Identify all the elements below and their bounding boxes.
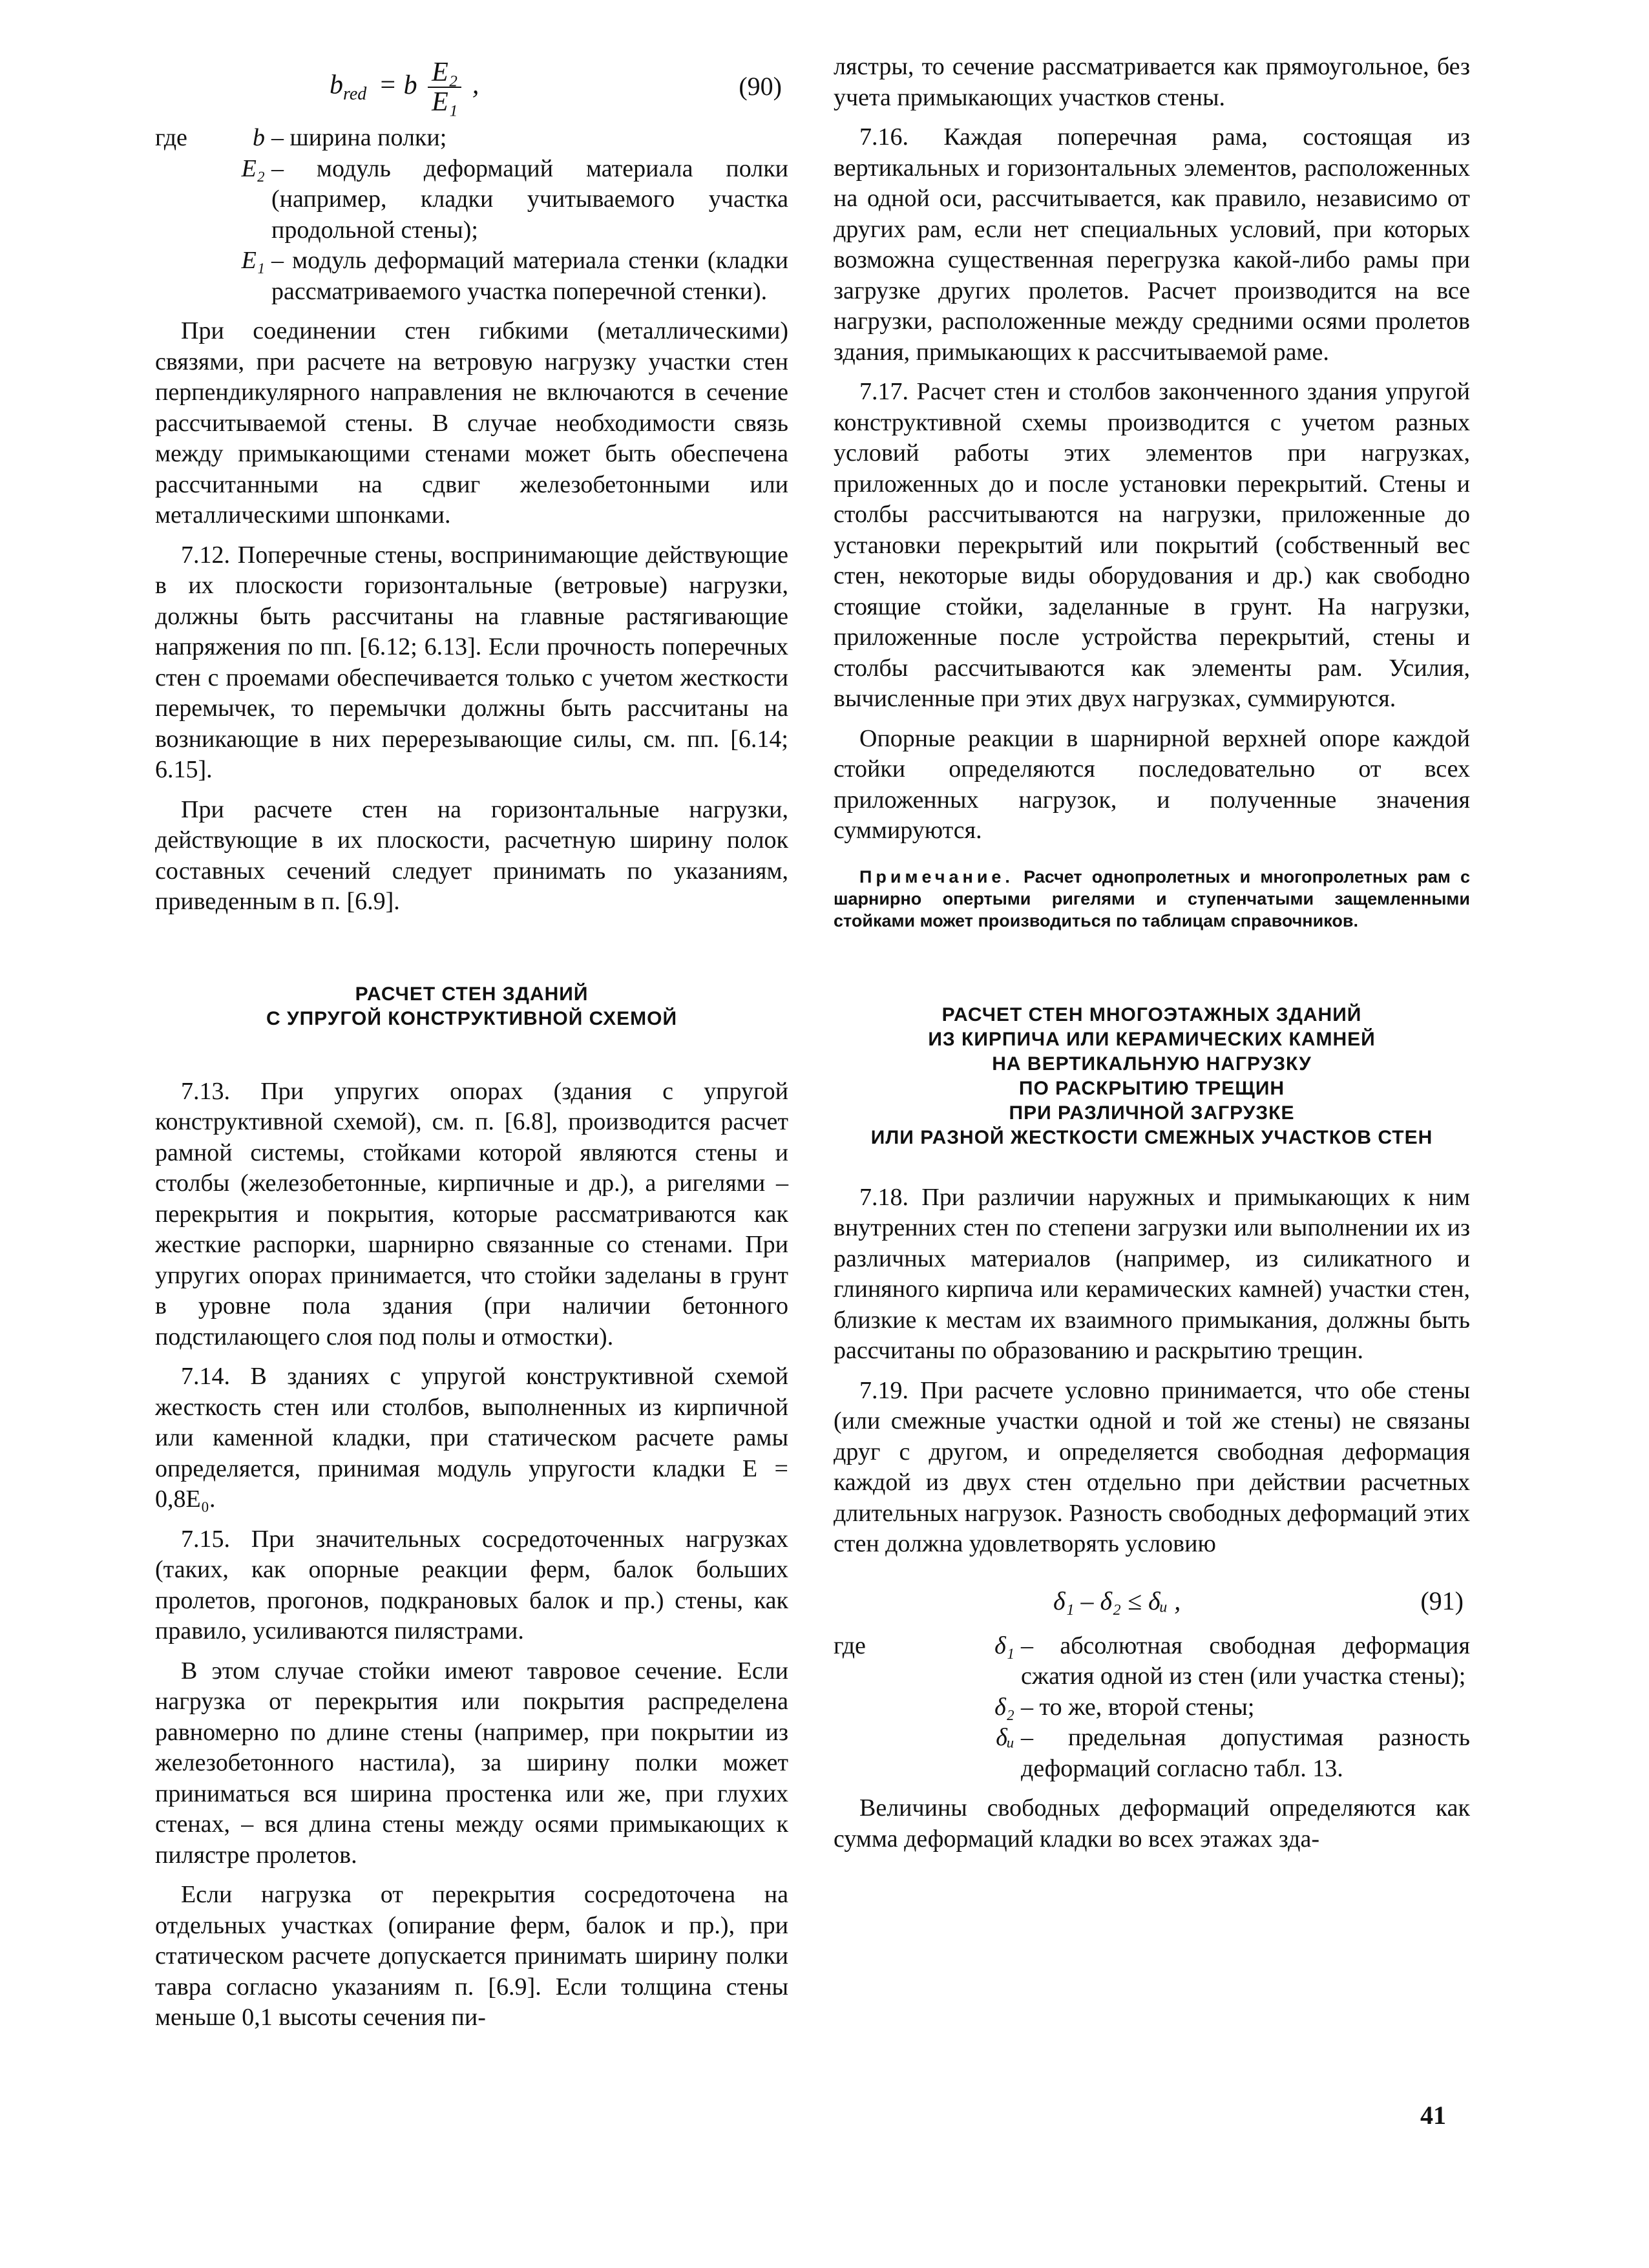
paragraph: В этом случае стойки имеют тавровое сечение. Если нагрузка от перекрытия или покрытия распределена равномерно по длине стены (например, при покрытии из железобетонного настила), за ширину полки может приниматься вся ширина простенка или же, при глухих стенах, – вся длина стены между осями примыкающих к пилястре пролетов. xyxy=(155,1657,788,1869)
paragraph-7-19: 7.19. При расчете условно принимается, что обе стены (или смежные участки одной и той же стены) не связаны друг с другом, и определяется свободная деформация каждой из двух стен отдельно при действии расчетных длительных нагрузок. Разность свободных деформаций этих стен должна удовлетворять условию xyxy=(834,1376,1470,1557)
paragraph-7-13: 7.13. При упругих опорах (здания с упругой конструктивной схемой), см. п. [6.8], производится расчет рамной системы, стойками которой являются стены и столбы (железобетонные, кирпичные и др.), а ригелями – перекрытия и покрытия, которые рассматриваются как жесткие распорки, шарнирно связанные со стенами. При упругих опорах принимается, что стойки заделаны в грунт в уровне пола здания (при наличии бетонного подстилающего слоя под полы и отмостки). xyxy=(155,1077,788,1350)
formula-90-expression: $b_{red} = b$ $\frac{\text{E₂}}{\text{E₁}}$ , xyxy=(330,58,479,117)
formula-91-definitions: где δ₁ – абсолютная свободная деформация сжатия одной из стен (или участка стены); δ₂ – то же, второй стены; δᵤ – предельная допустимая разность деформаций согласно табл. 13. xyxy=(834,1632,1470,1782)
formula-91-number: (91) xyxy=(1420,1586,1464,1615)
section-heading: РАСЧЕТ СТЕН МНОГОЭТАЖНЫХ ЗДАНИЙ ИЗ КИРПИЧА ИЛИ КЕРАМИЧЕСКИХ КАМНЕЙ НА ВЕРТИКАЛЬНУЮ НАГРУЗКУ ПО РАСКРЫТИЮ ТРЕЩИН ПРИ РАЗЛИЧНОЙ ЗАГРУЗКЕ ИЛИ РАЗНОЙ ЖЕСТКОСТИ СМЕЖНЫХ УЧАСТКОВ СТЕН xyxy=(870,1003,1433,1148)
paragraph: При расчете стен на горизонтальные нагрузки, действующие в их плоскости, расчетную ширину полок составных сечений следует принимать по указаниям, приведенным в п. [6.9]. xyxy=(155,795,788,915)
paragraph-7-16: 7.16. Каждая поперечная рама, состоящая из вертикальных и горизонтальных элементов, расположенных на одной оси, рассчитывается, как правило, независимо от других рам, если нет специальных условий, при которых возможна существенная перегрузка какой-либо рамы при загрузке других пролетов. Расчет производится на все нагрузки, расположенные между средними осями пролетов здания, примыкающих к рассчитываемой раме. xyxy=(834,123,1470,366)
formula-91-expression: δ₁ – δ₂ ≤ δᵤ , xyxy=(1053,1586,1181,1615)
formula-91 xyxy=(834,1586,1470,1631)
paragraph-7-14: 7.14. В зданиях с упругой конструктивной схемой жесткость стен или столбов, выполненных из кирпичной или каменной кладки, при статическом расчете рамы определяется, принимая модуль упругости кладки E = 0,8E₀. xyxy=(155,1363,788,1513)
left-column xyxy=(155,52,788,2033)
section-heading: РАСЧЕТ СТЕН ЗДАНИЙ С УПРУГОЙ КОНСТРУКТИВНОЙ СХЕМОЙ xyxy=(266,983,678,1029)
formula-90-fraction: $\frac{\text{E₂}}{\text{E₁}}$ xyxy=(428,58,461,116)
note xyxy=(834,866,1470,932)
formula-90-number: (90) xyxy=(739,72,782,101)
paragraph-7-18: 7.18. При различии наружных и примыкающих к ним внутренних стен по степени загрузки или выполнении их из различных материалов (например, из силикатного и глиняного кирпича или керамических камней) участки стен, близкие к местам их взаимного примыкания, должны быть рассчитаны по образованию и раскрытию трещин. xyxy=(834,1183,1470,1364)
paragraph: Опорные реакции в шарнирной верхней опоре каждой стойки определяются последовательно от всех приложенных нагрузок, и полученные значения суммируются. xyxy=(834,724,1470,844)
paragraph-7-12: 7.12. Поперечные стены, воспринимающие действующие в их плоскости горизонтальные (ветровые) нагрузки, должны быть рассчитаны на главные растягивающие напряжения по пп. [6.12; 6.13]. Если прочность поперечных стен с проемами обеспечивается только с учетом жесткости перемычек, то перемычки должны быть рассчитаны на возникающие в них перерезывающие силы, см. пп. [6.14; 6.15]. xyxy=(155,541,788,783)
page-number: 41 xyxy=(1420,2101,1446,2130)
paragraph-7-17: 7.17. Расчет стен и столбов законченного здания упругой конструктивной схемы производится с учетом разных условий работы этих элементов при нагрузках, приложенных до и после установки перекрытий. Стены и столбы рассчитываются на нагрузки, приложенные до установки перекрытий или покрытий (собственный вес стен, некоторые виды оборудования и др.) как свободно стоящие стойки, заделанные в грунт. На нагрузки, приложенные после устройства перекрытий, стены и столбы рассчитываются как элементы рам. Усилия, вычисленные при этих двух нагрузках, суммируются. xyxy=(834,378,1470,712)
paragraph: При соединении стен гибкими (металлическими) связями, при расчете на ветровую нагрузку участки стен перпендикулярного направления не включаются в сечение рассчитываемой стены. В случае необходимости связь между примыкающими стенами может быть обеспечена рассчитанными на сдвиг железобетонными или металлическими шпонками. xyxy=(155,317,788,529)
note-label: Примечание. xyxy=(859,866,1014,887)
formula-90 xyxy=(155,52,788,123)
paragraph-7-15: 7.15. При значительных сосредоточенных нагрузках (таких, как опорные реакции ферм, балок больших пролетов, прогонов, подкрановых балок и пр.) стены, как правило, усиливаются пилястрами. xyxy=(155,1525,788,1644)
note-text: Расчет однопролетных и многопролетных рам с шарнирно опертыми ригелями и ступенчатыми защемленными стойками может производиться по таблицам справочников. xyxy=(834,866,1470,930)
paragraph: Величины свободных деформаций определяются как сумма деформаций кладки во всех этажах зда- xyxy=(834,1794,1470,1853)
paragraph: Если нагрузка от перекрытия сосредоточена на отдельных участках (опирание ферм, балок и пр.), при статическом расчете допускается принимать ширину полки тавра согласно указаниям п. [6.9]. Если толщина стены меньше 0,1 высоты сечения пи- xyxy=(155,1881,788,2031)
formula-90-definitions: где b – ширина полки; E₂ – модуль деформаций материала полки (например, кладки учитываемого участка продольной стены); E₁ – модуль деформаций материала стенки (кладки рассматриваемого участка поперечной стенки). xyxy=(155,124,788,305)
right-column xyxy=(834,52,1470,1854)
paragraph: лястры, то сечение рассматривается как прямоугольное, без учета примыкающих участков стены. xyxy=(834,53,1470,111)
